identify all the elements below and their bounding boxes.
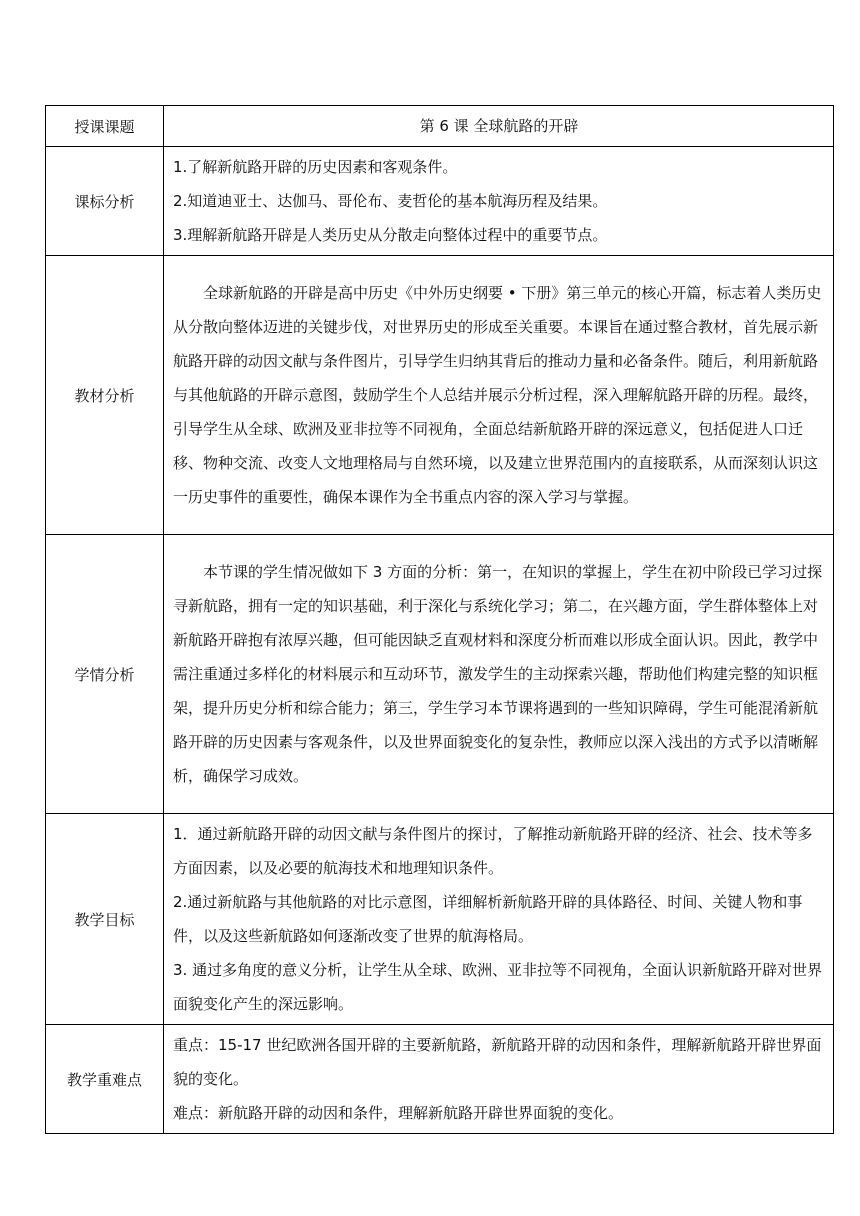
row-label: 教学目标 [46, 814, 164, 1025]
lesson-plan-table [45, 105, 834, 1134]
paragraph: 3.理解新航路开辟是人类历史从分散走向整体过程中的重要节点。 [173, 226, 608, 244]
row-content [164, 535, 834, 814]
paragraph: 全球新航路的开辟是高中历史《中外历史纲要 • 下册》第三单元的核心开篇，标志着人类历史从分散向整体迈进的关键步伐，对世界历史的形成至关重要。本课旨在通过整合教材，首先展示新航路开辟的动因文献与条件图片，引导学生归纳其背后的推动力量和必备条件。随后，利用新航路与其他航路的开辟示意图，鼓励学生个人总结并展示分析过程，深入理解航路开辟的历程。最终，引导学生从全球、欧洲及亚非拉等不同视角，全面总结新航路开辟的深远意义，包括促进人口迁移、物种交流、改变人文地理格局与自然环境，以及建立世界范围内的直接联系，从而深刻认识这一历史事件的重要性，确保本课作为全书重点内容的深入学习与掌握。 [173, 284, 822, 506]
row-label: 教材分析 [46, 256, 164, 535]
row-content [164, 1025, 834, 1134]
row-teaching-objectives [46, 814, 834, 1025]
row-key-difficulties [46, 1025, 834, 1134]
row-student-analysis [46, 535, 834, 814]
row-label: 学情分析 [46, 535, 164, 814]
row-material-analysis [46, 256, 834, 535]
paragraph: 难点：新航路开辟的动因和条件，理解新航路开辟世界面貌的变化。 [173, 1104, 624, 1122]
row-content [164, 814, 834, 1025]
lesson-title: 第 6 课 全球航路的开辟 [164, 106, 834, 147]
row-label: 课标分析 [46, 147, 164, 256]
row-content [164, 147, 834, 256]
row-standard-analysis [46, 147, 834, 256]
paragraph: 1．通过新航路开辟的动因文献与条件图片的探讨，了解推动新航路开辟的经济、社会、技术等多方面因素，以及必要的航海技术和地理知识条件。 [173, 825, 813, 877]
row-topic [46, 106, 834, 147]
row-label: 授课课题 [46, 106, 164, 147]
paragraph: 2.知道迪亚士、达伽马、哥伦布、麦哲伦的基本航海历程及结果。 [173, 192, 608, 210]
paragraph: 2.通过新航路与其他航路的对比示意图，详细解析新航路开辟的具体路径、时间、关键人物和事件，以及这些新航路如何逐渐改变了世界的航海格局。 [173, 893, 803, 945]
paragraph: 3. 通过多角度的意义分析，让学生从全球、欧洲、亚非拉等不同视角，全面认识新航路开辟对世界面貌变化产生的深远影响。 [173, 961, 823, 1013]
paragraph: 本节课的学生情况做如下 3 方面的分析：第一，在知识的掌握上，学生在初中阶段已学习过探寻新航路，拥有一定的知识基础，利于深化与系统化学习；第二，在兴趣方面，学生群体整体上对新航路开辟抱有浓厚兴趣，但可能因缺乏直观材料和深度分析而难以形成全面认识。因此，教学中需注重通过多样化的材料展示和互动环节，激发学生的主动探索兴趣，帮助他们构建完整的知识框架，提升历史分析和综合能力；第三，学生学习本节课将遇到的一些知识障碍，学生可能混淆新航路开辟的历史因素与客观条件，以及世界面貌变化的复杂性，教师应以深入浅出的方式予以清晰解析，确保学习成效。 [173, 563, 823, 785]
paragraph: 重点：15-17 世纪欧洲各国开辟的主要新航路，新航路开辟的动因和条件，理解新航路开辟世界面貌的变化。 [173, 1036, 822, 1088]
row-label: 教学重难点 [46, 1025, 164, 1134]
row-content [164, 256, 834, 535]
paragraph: 1.了解新航路开辟的历史因素和客观条件。 [173, 158, 458, 176]
